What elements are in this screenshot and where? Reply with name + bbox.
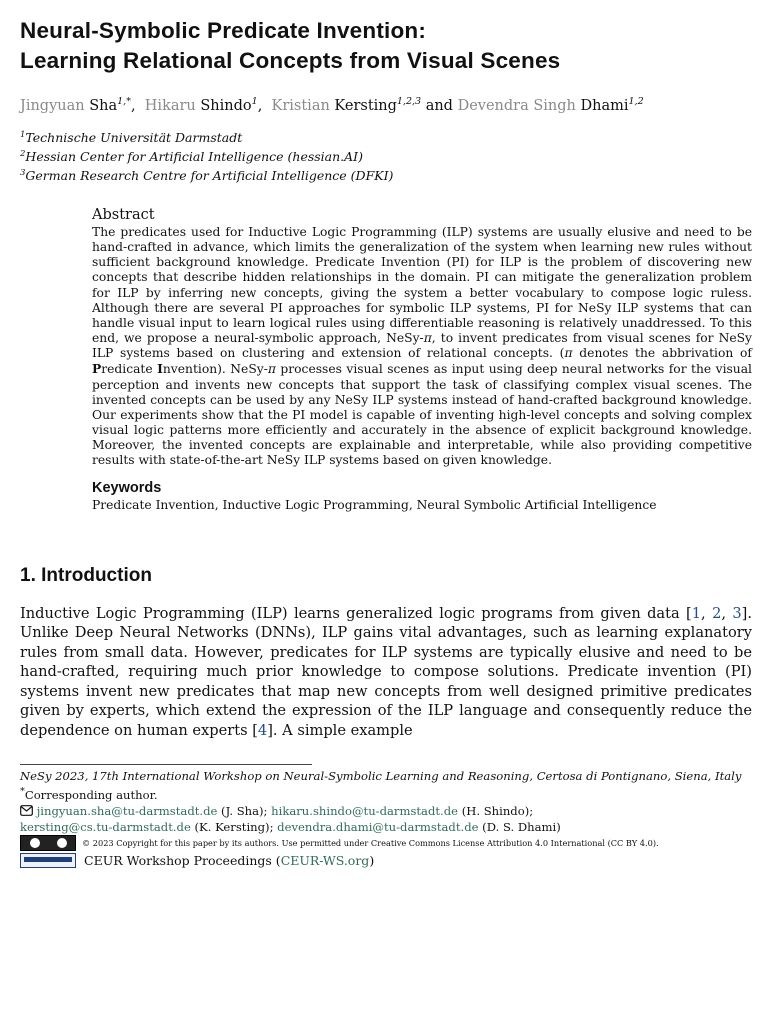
email-link-dhami[interactable]: devendra.dhami@tu-darmstadt.de [277,819,479,834]
abstract-block [92,207,752,514]
affiliation-list [20,128,752,185]
cc-license-icon [20,835,76,851]
corresponding-footnote: *Corresponding author. [20,786,158,802]
author-list: Jingyuan Sha$^{1,*}$, Hikaru Shindo$^1$, Kristian Kersting$^{1,2,3}$ and Devendra Singh Dhami$^{1,2}$ [20,96,644,114]
author-conjunction: and [425,98,453,114]
paper-title [20,16,752,76]
email-link-shindo[interactable]: hikaru.shindo@tu-darmstadt.de [271,803,459,818]
ceur-link[interactable]: CEUR-WS.org [280,852,370,868]
citation-link[interactable]: 3 [732,604,742,622]
citation-link[interactable]: 2 [712,604,722,622]
keywords-text: Predicate Invention, Inductive Logic Programming, Neural Symbolic Artificial Intelligence [92,497,657,512]
ceur-logo-icon [20,853,76,868]
conference-footnote: NeSy 2023, 17th International Workshop on Neural-Symbolic Learning and Reasoning, Certosa di Pontignano, Siena, Italy [20,769,742,783]
paper-page [20,16,752,755]
footnotes [20,768,760,869]
citation-link[interactable]: 1 [691,604,702,622]
footnote-divider [20,764,312,765]
affiliation-item: $^2$Hessian Center for Artificial Intelligence (hessian.AI) [20,148,363,164]
affiliation-item: $^1$Technische Universität Darmstadt [20,129,243,145]
author-kersting: Kristian Kersting$^{1,2,3}$ [271,96,422,114]
author-shindo: Hikaru Shindo$^1$ [144,96,258,114]
author-sha: Jingyuan Sha$^{1,*}$ [20,96,131,114]
citation-link[interactable]: 4 [257,722,268,740]
title-line-1: Neural-Symbolic Predicate Invention: [20,18,427,43]
intro-paragraph: Inductive Logic Programming (ILP) learns generalized logic programs from given data [1, 2, 3]. Unlike Deep Neural Networks (DNNs), ILP gains vital advantages, such as learning explanatory rules from small data. However, predicates for ILP systems are typically elusive and need to be hand-crafted, requiring much prior knowledge to compose solutions. Predicate invention (PI) systems invent new predicates that map new concepts from well designed primitive predicates given by experts, which extend the expression of the ILP language and consequently reduce the dependence on human experts [4]. A simple example [20,604,753,740]
email-footnote-2: kersting@cs.tu-darmstadt.de (K. Kersting); devendra.dhami@tu-darmstadt.de (D. S. Dhami) [20,819,561,834]
email-link-kersting[interactable]: kersting@cs.tu-darmstadt.de [20,819,191,834]
email-link-sha[interactable]: jingyuan.sha@tu-darmstadt.de [36,803,218,818]
abstract-heading: Abstract [92,207,155,223]
author-dhami: Devendra Singh Dhami$^{1,2}$ [457,96,644,114]
title-line-2: Learning Relational Concepts from Visual Scenes [20,48,561,73]
email-footnote: jingyuan.sha@tu-darmstadt.de (J. Sha); hikaru.shindo@tu-darmstadt.de (H. Shindo); [20,803,760,819]
ceur-line: CEUR Workshop Proceedings (CEUR-WS.org) [20,853,760,869]
affiliation-item: $^3$German Research Centre for Artificial Intelligence (DFKI) [20,167,394,183]
envelope-icon [20,805,33,816]
abstract-text: The predicates used for Inductive Logic Programming (ILP) systems are usually elusive and need to be hand-crafted in advance, which limits the generalization of the system when learning new rules without sufficient background knowledge. Predicate Invention (PI) for ILP is the problem of discovering new concepts that describe hidden relationships in the domain. PI can mitigate the generalization problem for ILP by inferring new concepts, giving the system a better vocabulary to compose logic ruless. Although there are several PI approaches for symbolic ILP systems, PI for NeSy ILP systems that can handle visual input to learn logical rules using differentiable reasoning is relatively unaddressed. To this end, we propose a neural-symbolic approach, NeSy-π, to invent predicates from visual scenes for NeSy ILP systems based on clustering and extension of relational concepts. (π denotes the abbrivation of Predicate Invention). NeSy-π processes visual scenes as input using deep neural networks for the visual perception and invents new concepts that support the task of classifying complex visual scenes. The invented concepts can be used by any NeSy ILP systems instead of hand-crafted background knowledge. Our experiments show that the PI model is capable of inventing high-level concepts and solving complex visual logic patterns more efficiently and accurately in the absence of explicit background knowledge. Moreover, the invented concepts are explainable and interpretable, while also providing competitive results with state-of-the-art NeSy ILP systems based on given knowledge. [92,225,752,468]
section-heading: 1. Introduction [20,564,152,586]
keywords-heading: Keywords [92,479,162,496]
copyright-line: © 2023 Copyright for this paper by its authors. Use permitted under Creative Commons License Attribution 4.0 International (CC BY 4.0). [20,835,760,851]
